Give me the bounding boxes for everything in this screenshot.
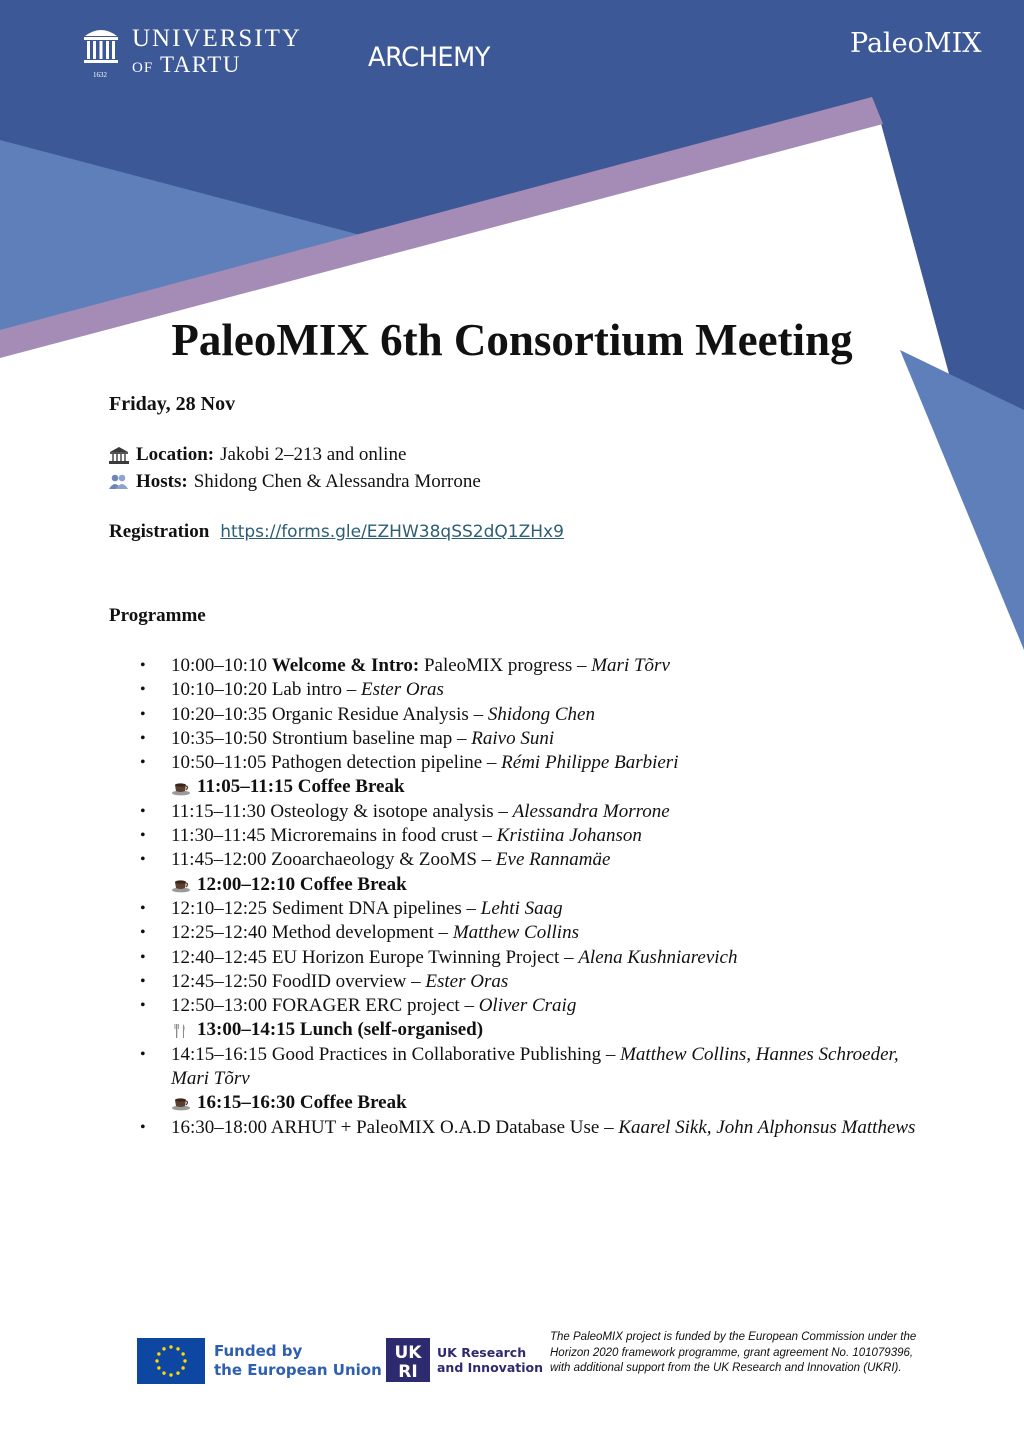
break-text: 12:00–12:10 Coffee Break [197,873,407,895]
coffee-icon [171,780,191,796]
item-time: 11:30–11:45 [171,825,271,847]
paleomix-logo: PaleoMIX [850,28,982,59]
item-time: 11:15–11:30 [171,800,271,822]
item-time: 12:45–12:50 [171,970,272,992]
eu-funding-text [214,1342,382,1380]
programme-item [140,897,920,921]
eu-star [176,1371,179,1374]
item-time: 10:35–10:50 [171,727,272,749]
programme-item [140,727,920,751]
eu-flag-icon [137,1338,205,1384]
item-speaker: Alena Kushniarevich [578,946,738,968]
university-name-line1: UNIVERSITY [132,25,302,52]
item-time: 11:45–12:00 [171,849,272,871]
programme-item [140,848,920,872]
university-of-tartu-logo [82,25,302,79]
programme-item [140,800,920,824]
registration-row [109,521,564,543]
eu-star [157,1352,160,1355]
university-name-of: OF [132,60,154,76]
ukri-logo [386,1338,543,1382]
university-name-tartu: TARTU [160,52,241,77]
item-speaker: Mari Tõrv [591,655,670,676]
eu-star [162,1347,165,1350]
eu-star [181,1352,184,1355]
ukri-text [437,1345,543,1375]
eu-star [155,1359,158,1362]
location-value: Jakobi 2–213 and online [220,444,407,465]
eu-star [183,1359,186,1362]
item-time: 12:25–12:40 [171,922,272,944]
programme-item [140,921,920,945]
eu-line1: Funded by [214,1342,303,1360]
break-text: 16:15–16:30 Coffee Break [197,1092,407,1114]
item-speaker: Rémi Philippe Barbieri [501,752,679,774]
funding-note: The PaleoMIX project is funded by the European Commission under the Horizon 2020 framework programme, grant agreement No. 101079396, with additional support from the UK Research and Innovation (UKRI). [550,1331,917,1374]
coffee-icon [171,1095,191,1111]
ukri-line2: and Innovation [437,1360,543,1375]
hosts-value: Shidong Chen & Alessandra Morrone [193,471,481,492]
item-speaker: Ester Oras [361,679,444,701]
item-title: FORAGER ERC project – [271,995,479,1017]
eu-star [157,1366,160,1369]
item-title: ARHUT + PaleoMIX O.A.D Database Use – [270,1116,619,1138]
programme-item [140,824,920,848]
programme-item [140,703,920,727]
break-text: 13:00–14:15 Lunch (self-organised) [197,1019,484,1041]
item-speaker: Kaarel Sikk, John Alphonsus Matthews [618,1116,916,1138]
item-time: 10:10–10:20 [171,679,272,701]
location-label: Location: [136,444,215,465]
item-title: PaleoMIX progress – [423,655,592,676]
ukri-mark-icon [386,1338,430,1382]
registration-link[interactable]: https://forms.gle/EZHW38qSS2dQ1ZHx9 [220,522,564,542]
item-title: Zooarchaeology & ZooMS – [271,849,496,871]
programme-break [140,775,920,799]
hosts-row [109,471,481,493]
item-speaker: Ester Oras [425,970,509,992]
item-time: 12:50–13:00 [171,995,272,1017]
item-title: Organic Residue Analysis – [271,703,488,725]
item-title: Microremains in food crust – [270,825,497,847]
item-speaker: Eve Rannamäe [495,849,611,871]
eu-funding-logo [137,1338,382,1384]
programme-item [140,1043,920,1092]
item-speaker: Lehti Saag [480,897,563,919]
item-speaker: Alessandra Morrone [512,800,670,822]
item-title: Sediment DNA pipelines – [271,897,481,919]
item-speaker: Raivo Suni [471,727,555,749]
programme-list [140,654,920,1140]
coffee-icon [171,877,191,893]
university-name [132,26,302,76]
item-title: Good Practices in Collaborative Publishing – [271,1043,621,1065]
item-time: 12:10–12:25 [171,897,272,919]
programme-heading: Programme [109,605,206,626]
item-title: Lab intro – [271,679,361,701]
break-text: 11:05–11:15 Coffee Break [197,776,405,798]
eu-star [169,1373,172,1376]
programme-item [140,946,920,970]
item-speaker: Shidong Chen [487,703,595,725]
university-year: 1632 [93,71,107,79]
item-time: 14:15–16:15 [171,1043,272,1065]
building-icon [109,446,129,464]
item-time: 12:40–12:45 [171,946,272,968]
item-title: Strontium baseline map – [271,727,472,749]
item-title: Pathogen detection pipeline – [271,752,502,774]
item-time: 16:30–18:00 [171,1116,271,1138]
hosts-label: Hosts: [136,471,188,492]
eu-star [176,1347,179,1350]
programme-break [140,1091,920,1115]
item-time: 10:20–10:35 [171,703,272,725]
item-speaker: Kristiina Johanson [496,825,642,847]
svg-text:RI: RI [398,1362,418,1382]
programme-item [140,994,920,1018]
fork-knife-icon [171,1023,191,1039]
archemy-logo: ARCHEMY [368,42,490,73]
page-title: PaleoMIX 6th Consortium Meeting [171,315,853,365]
programme-break [140,873,920,897]
item-title: Osteology & isotope analysis – [270,800,513,822]
eu-line2: the European Union [214,1361,382,1379]
university-name-line2 [132,53,302,76]
university-building-icon [82,26,120,68]
item-speaker: Oliver Craig [478,995,577,1017]
item-title: FoodID overview – [271,970,426,992]
registration-label: Registration [109,521,210,542]
item-time: 10:50–11:05 [171,752,272,774]
eu-star [169,1345,172,1348]
ukri-line1: UK Research [437,1345,527,1360]
item-speaker: Matthew Collins [452,922,579,944]
programme-break [140,1018,920,1042]
eu-star [162,1371,165,1374]
item-title: Method development – [271,922,453,944]
svg-text:UK: UK [394,1343,422,1363]
programme-item [140,654,920,678]
item-speaker: Matthew Collins, Hannes Schroeder, Mari Tõrv [171,1043,899,1090]
programme-item [140,751,920,775]
item-label: Welcome & Intro: [271,655,424,676]
people-icon [109,473,129,491]
location-row [109,444,406,466]
programme-item [140,678,920,702]
programme-item [140,1116,920,1140]
item-title: EU Horizon Europe Twinning Project – [271,946,579,968]
event-date: Friday, 28 Nov [109,393,236,415]
programme-item [140,970,920,994]
item-time: 10:00–10:10 [171,655,272,676]
eu-star [181,1366,184,1369]
